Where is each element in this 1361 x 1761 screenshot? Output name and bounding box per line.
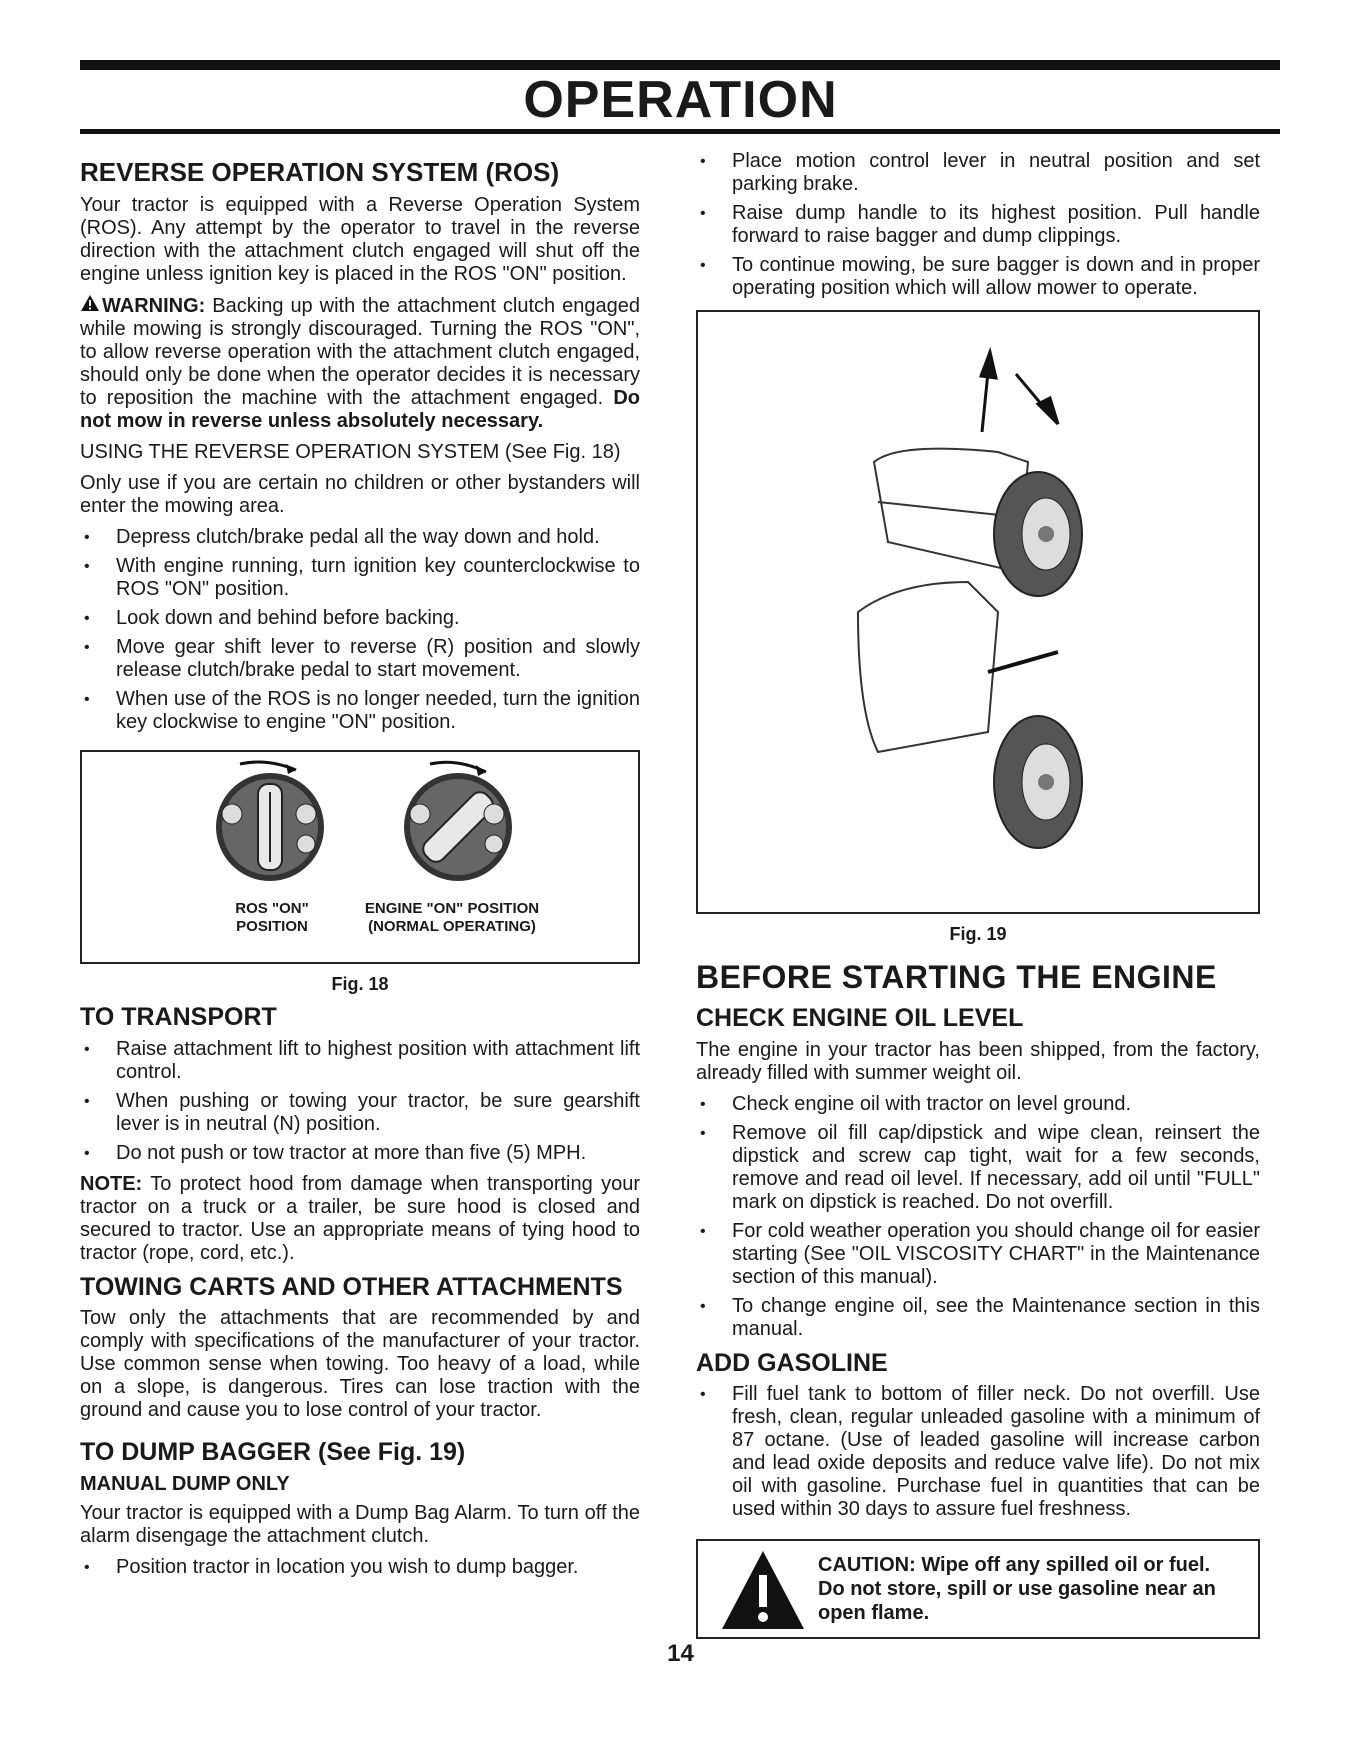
towing-text: Tow only the attachments that are recommended by and comply with specifications of the manufacturer of your tractor. Use common sense when towing. Too heavy of a load, while on a slope, is dangerous. Tires can lose traction with the ground and cause you to lose control of your tractor.: [80, 1307, 640, 1422]
list-item: • Check engine oil with tractor on level ground.: [696, 1093, 1260, 1116]
ignition-knob-engine-icon: [404, 762, 512, 881]
oil-list: [696, 1093, 1260, 1341]
using-ros-subheading: USING THE REVERSE OPERATION SYSTEM (See Fig. 18): [80, 440, 621, 463]
gasoline-list: [696, 1383, 1260, 1521]
fig-18-caption: Fig. 18: [331, 973, 389, 994]
fig-19-caption: Fig. 19: [949, 924, 1007, 944]
transport-note: [80, 1173, 640, 1265]
warning-label: WARNING:: [102, 294, 206, 317]
top-rule: [80, 60, 1280, 70]
using-ros-intro: Only use if you are certain no children or other bystanders will enter the mowing area.: [80, 471, 640, 517]
list-item: • Depress clutch/brake pedal all the way down and hold.: [80, 526, 640, 549]
list-item: • When use of the ROS is no longer needed, turn the ignition key clockwise to engine "ON" position.: [80, 688, 640, 734]
dump-list-right: [696, 150, 1260, 300]
list-item: • Look down and behind before backing.: [80, 607, 640, 630]
dump-bagger-heading: TO DUMP BAGGER (See Fig. 19): [80, 1438, 466, 1467]
figure-18: [80, 750, 640, 964]
bagger-lowered-icon: [858, 582, 998, 752]
ignition-switch-illustration: [82, 752, 638, 902]
list-item: • Fill fuel tank to bottom of filler neck. Do not overfill. Use fresh, clean, regular unleaded gasoline with a minimum of 87 octane. (Use of leaded gasoline will increase carbon and lead oxide deposits and reduce valve life). Do not mix oil with gasoline. Purchase fuel in quantities that can be used within 30 days to assure fuel freshness.: [696, 1383, 1260, 1521]
warning-text: Backing up with the attachment clutch engaged while mowing is strongly discouraged. Turning the ROS "ON", to allow reverse operation with the attachment clutch engaged, should only be done when the operator decides it is necessary to reposition the machine with the attachment engaged.: [80, 294, 640, 409]
list-item: • Place motion control lever in neutral position and set parking brake.: [696, 150, 1260, 196]
list-item: • Do not push or tow tractor at more than five (5) MPH.: [80, 1142, 640, 1165]
list-item: • Move gear shift lever to reverse (R) position and slowly release clutch/brake pedal to start movement.: [80, 636, 640, 682]
list-item: • For cold weather operation you should change oil for easier starting (See "OIL VISCOSITY CHART" in the Maintenance section of this manual).: [696, 1220, 1260, 1289]
caution-box: [696, 1539, 1260, 1639]
warning-paragraph: [80, 294, 640, 433]
warning-bold-text: Do not mow in reverse unless absolutely necessary.: [80, 386, 640, 432]
figure-19: [696, 310, 1260, 914]
note-text: To protect hood from damage when transporting your tractor on a truck or a trailer, be sure hood is closed and secured to tractor. Use an appropriate means of tying hood to tractor (rope, cord, etc.).: [80, 1172, 640, 1264]
note-label: NOTE:: [80, 1172, 143, 1195]
ros-heading: REVERSE OPERATION SYSTEM (ROS): [80, 157, 560, 187]
list-item: • To change engine oil, see the Maintenance section in this manual.: [696, 1295, 1260, 1341]
warning-triangle-icon: [80, 294, 100, 318]
check-oil-heading: CHECK ENGINE OIL LEVEL: [696, 1003, 1024, 1032]
rear-wheel-upper-icon: [994, 472, 1082, 596]
list-item: • Raise attachment lift to highest position with attachment lift control.: [80, 1038, 640, 1084]
dump-handle-arrow-icon: [981, 352, 1058, 432]
title-underline-rule: [80, 129, 1280, 134]
rear-wheel-lower-icon: [994, 716, 1082, 848]
dump-intro: Your tractor is equipped with a Dump Bag Alarm. To turn off the alarm disengage the attachment clutch.: [80, 1502, 640, 1548]
ros-steps-list: [80, 526, 640, 734]
before-starting-heading: BEFORE STARTING THE ENGINE: [696, 959, 1217, 995]
left-column: [80, 150, 640, 1587]
page-number: 14: [667, 1640, 694, 1667]
manual-dump-subheading: MANUAL DUMP ONLY: [80, 1473, 290, 1496]
ros-intro: Your tractor is equipped with a Reverse Operation System (ROS). Any attempt by the operator to travel in the reverse direction with the attachment clutch engaged will shut off the engine unless ignition key is placed in the ROS "ON" position.: [80, 193, 640, 285]
add-gasoline-heading: ADD GASOLINE: [696, 1348, 888, 1377]
oil-intro: The engine in your tractor has been shipped, from the factory, already filled with summer weight oil.: [696, 1038, 1260, 1084]
list-item: • With engine running, turn ignition key counterclockwise to ROS "ON" position.: [80, 555, 640, 601]
list-item: • Raise dump handle to its highest position. Pull handle forward to raise bagger and dump clippings.: [696, 202, 1260, 248]
caution-triangle-icon: [718, 1547, 808, 1633]
list-item: • Remove oil fill cap/dipstick and wipe clean, reinsert the dipstick and screw cap tight, wait for a few seconds, remove and read oil level. If necessary, add oil until "FULL" mark on dipstick is reached. Do not overfill.: [696, 1122, 1260, 1214]
towing-heading: TOWING CARTS AND OTHER ATTACHMENTS: [80, 1272, 623, 1301]
page-title: OPERATION: [523, 71, 838, 129]
list-item: • When pushing or towing your tractor, be sure gearshift lever is in neutral (N) position.: [80, 1090, 640, 1136]
dump-list-left: [80, 1556, 640, 1579]
list-item: • To continue mowing, be sure bagger is down and in proper operating position which will allow mower to operate.: [696, 254, 1260, 300]
right-column: [696, 150, 1260, 1639]
dump-handle-icon: [988, 652, 1058, 672]
ignition-knob-ros-icon: [216, 762, 324, 881]
bagger-dump-illustration: [698, 312, 1258, 908]
caution-text: CAUTION: Wipe off any spilled oil or fuel. Do not store, spill or use gasoline near an open flame.: [818, 1554, 1216, 1625]
engine-on-position-label: ENGINE "ON" POSITION (NORMAL OPERATING): [364, 899, 540, 935]
ros-on-position-label: ROS "ON" POSITION: [235, 899, 309, 935]
transport-list: [80, 1038, 640, 1165]
list-item: • Position tractor in location you wish to dump bagger.: [80, 1556, 640, 1579]
transport-heading: TO TRANSPORT: [80, 1002, 277, 1031]
